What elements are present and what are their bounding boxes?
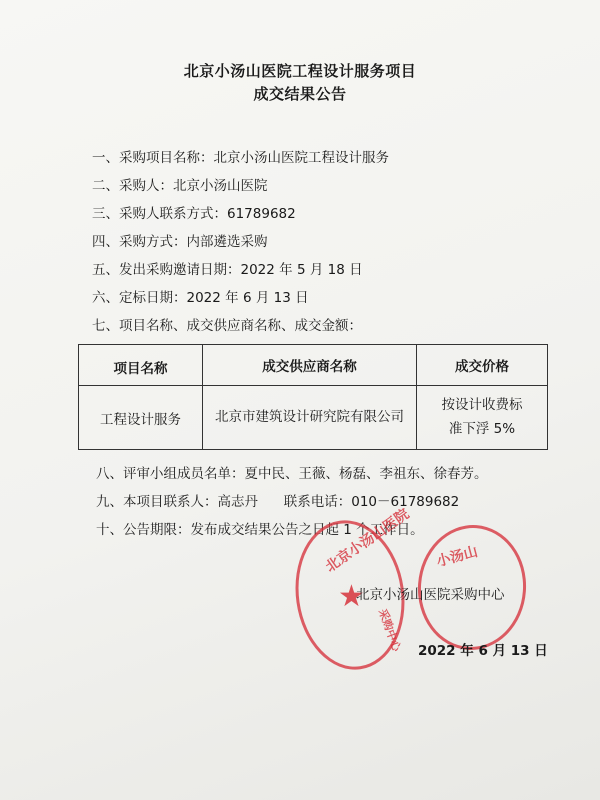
table-cell-price-line1: 按设计收费标	[441, 397, 523, 413]
item-result-heading: 七、项目名称、成交供应商名称、成交金额：	[92, 318, 362, 334]
table-cell-supplier: 北京市建筑设计研究院有限公司	[215, 409, 404, 425]
item-review-panel: 八、评审小组成员名单：夏中民、王薇、杨磊、李祖东、徐春芳。	[96, 466, 488, 482]
page-subtitle: 成交结果公告	[253, 85, 347, 103]
seal-text-right-top: 小汤山	[434, 543, 480, 571]
item-invitation-date: 五、发出采购邀请日期：2022 年 5 月 18 日	[92, 262, 363, 278]
table-header-project: 项目名称	[113, 361, 168, 377]
seal-text-left-top: 北京小汤山医院	[322, 506, 413, 576]
page-title: 北京小汤山医院工程设计服务项目	[183, 62, 417, 80]
signature-org: 北京小汤山医院采购中心	[356, 587, 505, 603]
seal-text-left-bottom: 采购中心	[375, 607, 404, 654]
table-cell-price-line2: 准下浮 5%	[448, 421, 516, 437]
item-award-date: 六、定标日期：2022 年 6 月 13 日	[92, 290, 309, 306]
signature-date: 2022 年 6 月 13 日	[418, 643, 548, 659]
item-purchaser: 二、采购人：北京小汤山医院	[92, 178, 268, 194]
item-procurement-method: 四、采购方式：内部遴选采购	[92, 234, 268, 250]
table-cell-project: 工程设计服务	[100, 412, 181, 428]
item-notice-period: 十、公告期限：发布成交结果公告之日起 1 个工作日。	[96, 522, 424, 538]
result-table	[78, 344, 548, 450]
seal-star-icon: ★	[338, 579, 365, 614]
table-header-price: 成交价格	[455, 359, 509, 375]
item-project-name: 一、采购项目名称：北京小汤山医院工程设计服务	[92, 150, 389, 166]
item-purchaser-contact: 三、采购人联系方式：61789682	[92, 206, 296, 222]
table-header-supplier: 成交供应商名称	[262, 359, 357, 375]
item-contact: 九、本项目联系人：高志丹 联系电话：010－61789682	[96, 494, 460, 510]
